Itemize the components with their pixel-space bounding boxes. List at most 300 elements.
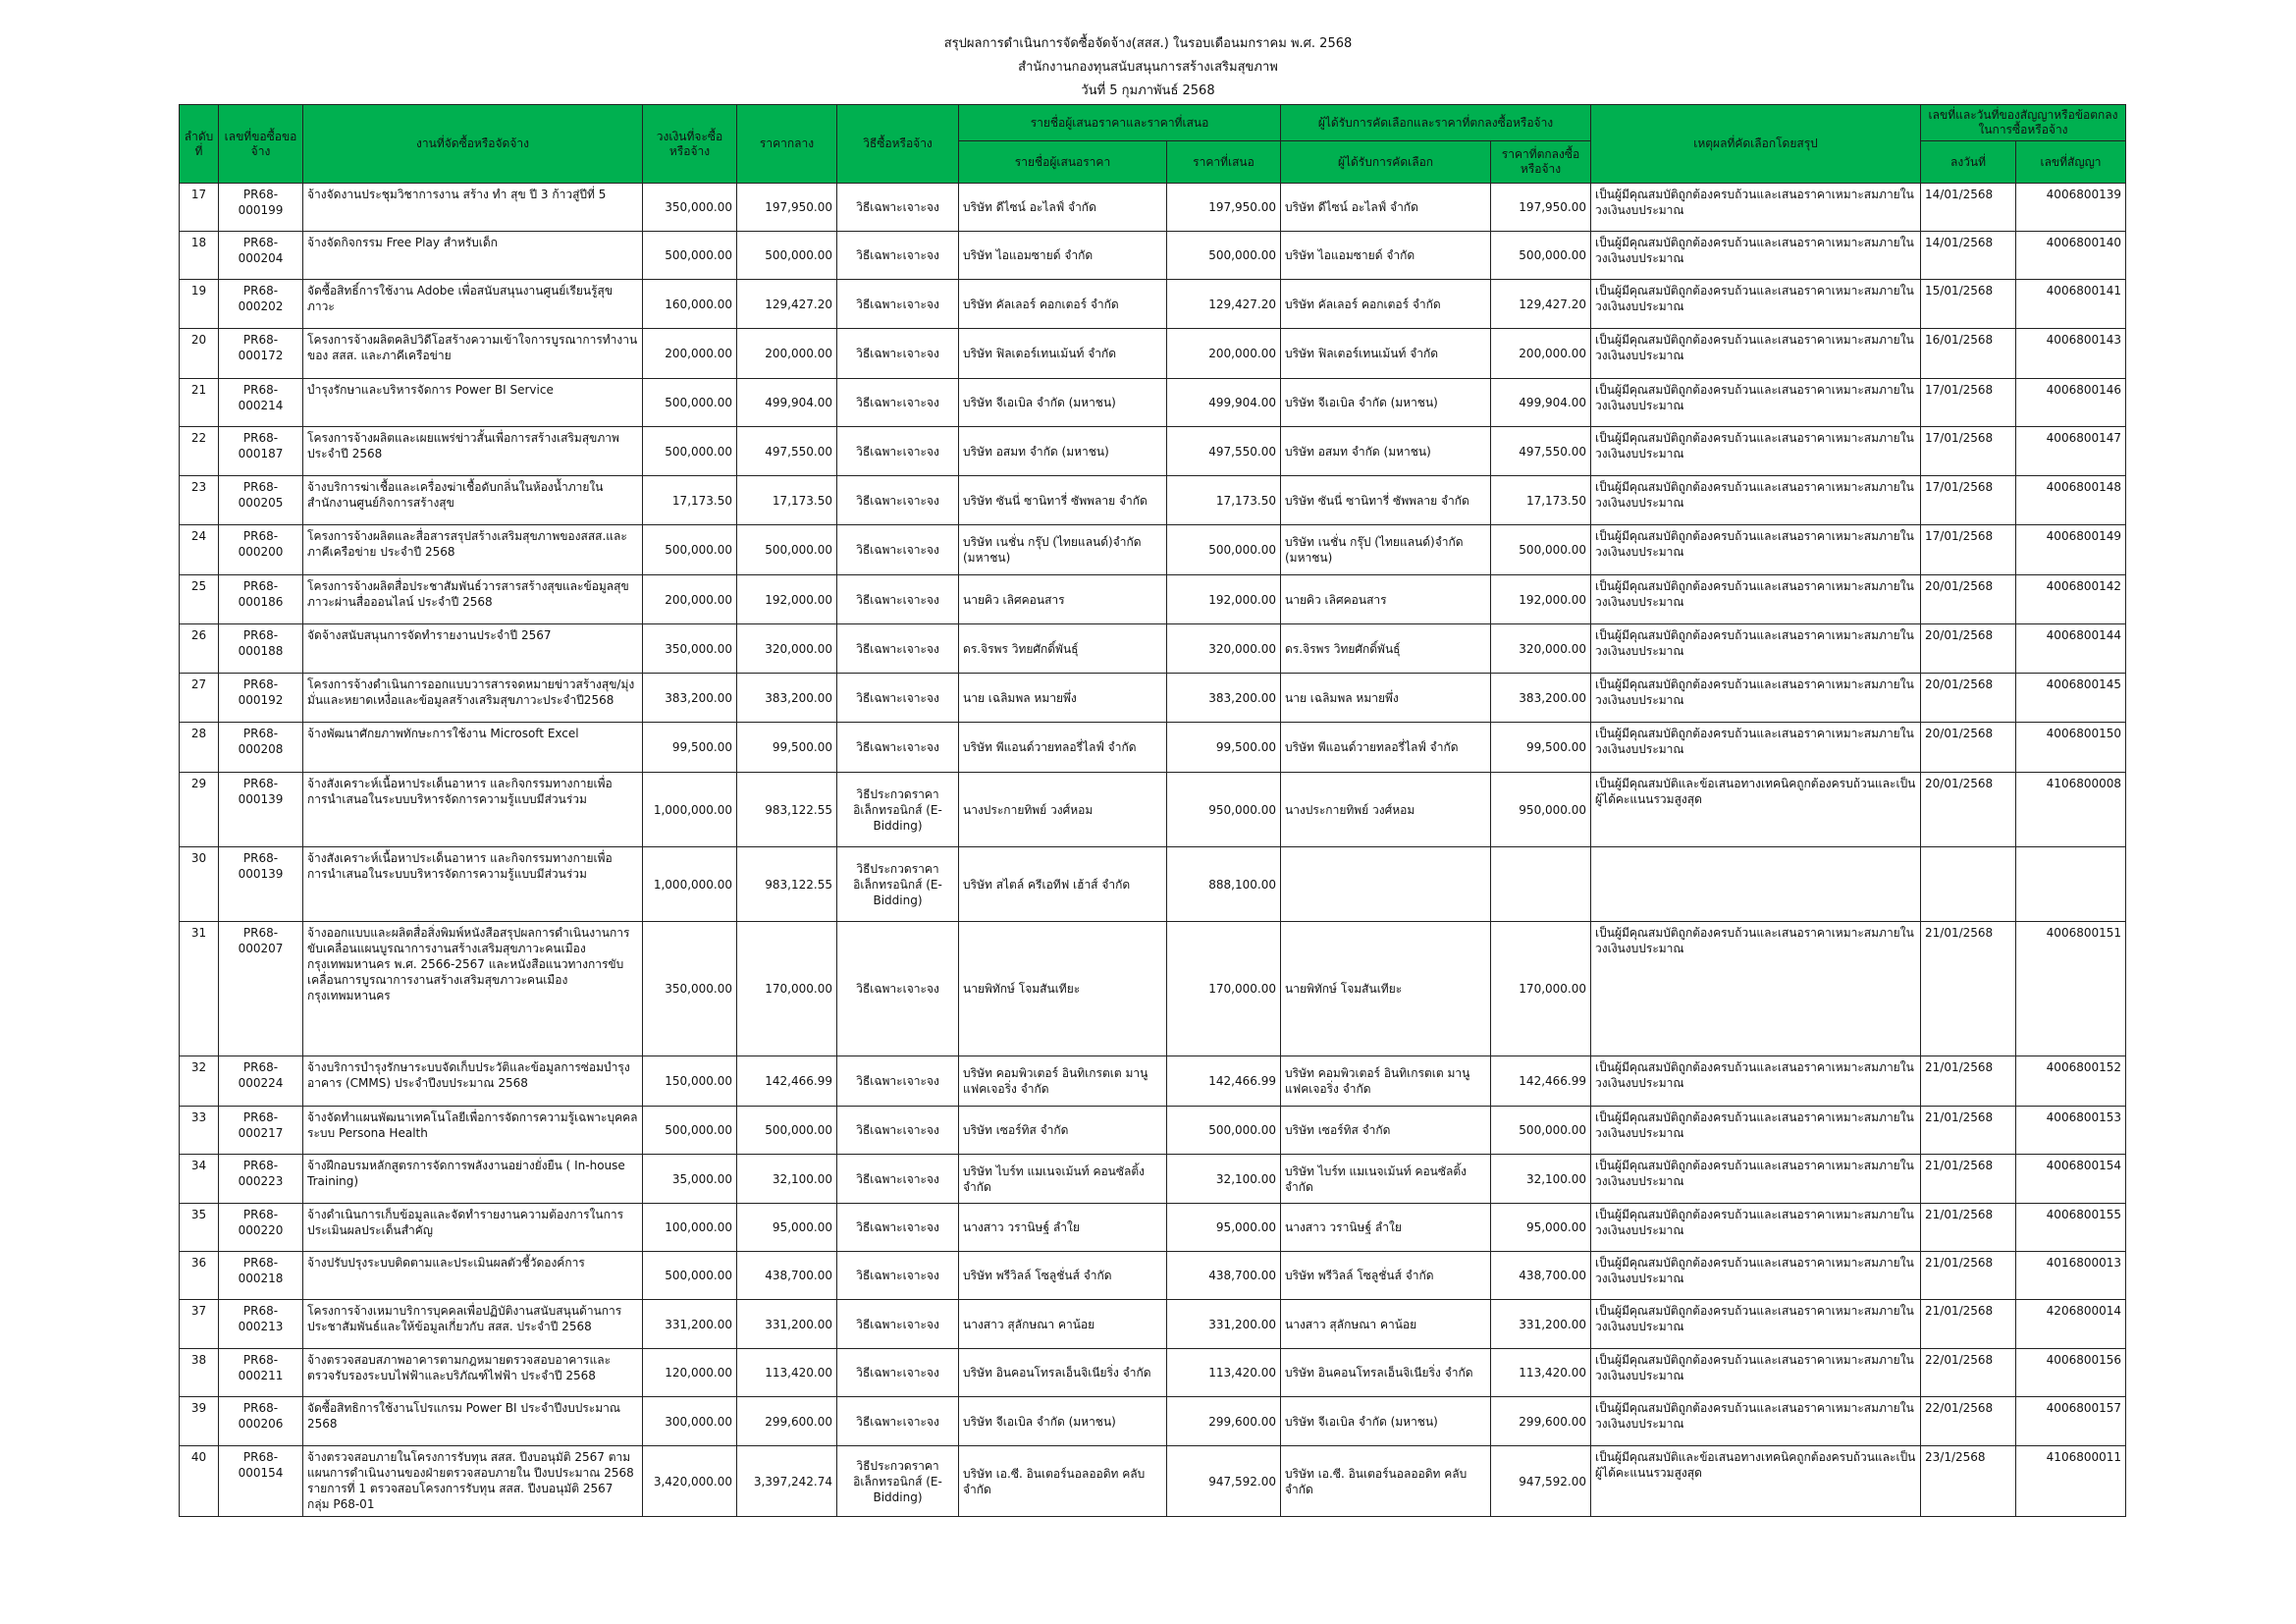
row-agreed-price: 320,000.00 — [1491, 624, 1591, 674]
row-agreed-price: 438,700.00 — [1491, 1252, 1591, 1300]
row-project: จัดซื้อสิทธิการใช้งานโปรแกรม Power BI ประจำปีงบประมาณ 2568 — [303, 1397, 643, 1446]
table-row — [180, 1056, 2126, 1107]
row-reason: เป็นผู้มีคุณสมบัติถูกต้องครบถ้วนและเสนอราคาเหมาะสมภายในวงเงินงบประมาณ — [1591, 674, 1921, 723]
row-project: จ้างออกแบบและผลิตสื่อสิ่งพิมพ์หนังสือสรุปผลการดำเนินงานการขับเคลื่อนแผนบูรณาการงานสร้างเสริมสุขภาวะคนเมืองกรุงเทพมหานคร พ.ศ. 2566-2567 และหนังสือแนวทางการขับเคลื่อนการบูรณาการงานสร้างเสริมสุขภาวะคนเมืองกรุงเทพมหานคร — [303, 922, 643, 1056]
col-header-pr: เลขที่ขอซื้อขอจ้าง — [219, 105, 303, 184]
row-method: วิธีเฉพาะเจาะจง — [837, 1349, 959, 1397]
row-median-price: 17,173.50 — [737, 476, 837, 525]
row-pr-number: PR68-000202 — [219, 280, 303, 329]
row-contract-date: 14/01/2568 — [1921, 184, 2016, 232]
row-contract-date: 17/01/2568 — [1921, 379, 2016, 427]
row-contract-no: 4006800153 — [2016, 1107, 2126, 1155]
row-median-price: 299,600.00 — [737, 1397, 837, 1446]
row-method: วิธีเฉพาะเจาะจง — [837, 723, 959, 773]
row-bidder: บริษัท คัลเลอร์ คอกเตอร์ จำกัด — [959, 280, 1167, 329]
table-row — [180, 723, 2126, 773]
row-pr-number: PR68-000224 — [219, 1056, 303, 1107]
row-project: จ้างจัดกิจกรรม Free Play สำหรับเด็ก — [303, 232, 643, 280]
row-reason: เป็นผู้มีคุณสมบัติถูกต้องครบถ้วนและเสนอราคาเหมาะสมภายในวงเงินงบประมาณ — [1591, 1155, 1921, 1204]
row-winner: ดร.จิรพร วิทยศักดิ์พันธุ์ — [1281, 624, 1491, 674]
row-median-price: 3,397,242.74 — [737, 1446, 837, 1517]
row-no: 24 — [180, 525, 219, 575]
row-median-price: 197,950.00 — [737, 184, 837, 232]
row-bid-price: 499,904.00 — [1167, 379, 1281, 427]
row-contract-date: 20/01/2568 — [1921, 773, 2016, 847]
row-no: 38 — [180, 1349, 219, 1397]
row-method: วิธีเฉพาะเจาะจง — [837, 379, 959, 427]
row-median-price: 331,200.00 — [737, 1300, 837, 1349]
row-bidder: ดร.จิรพร วิทยศักดิ์พันธุ์ — [959, 624, 1167, 674]
row-method: วิธีเฉพาะเจาะจง — [837, 1107, 959, 1155]
row-contract-date — [1921, 847, 2016, 922]
row-bidder: บริษัท สไตล์ ครีเอทีฟ เฮ้าส์ จำกัด — [959, 847, 1167, 922]
row-winner: บริษัท ไบร์ท แมเนจเม้นท์ คอนซัลติ้ง จำกัด — [1281, 1155, 1491, 1204]
row-no: 26 — [180, 624, 219, 674]
row-reason: เป็นผู้มีคุณสมบัติถูกต้องครบถ้วนและเสนอราคาเหมาะสมภายในวงเงินงบประมาณ — [1591, 280, 1921, 329]
row-median-price: 983,122.55 — [737, 847, 837, 922]
row-reason: เป็นผู้มีคุณสมบัติถูกต้องครบถ้วนและเสนอราคาเหมาะสมภายในวงเงินงบประมาณ — [1591, 1252, 1921, 1300]
row-method: วิธีเฉพาะเจาะจง — [837, 1397, 959, 1446]
row-reason: เป็นผู้มีคุณสมบัติและข้อเสนอทางเทคนิคถูกต้องครบถ้วนและเป็นผู้ได้คะแนนรวมสูงสุด — [1591, 773, 1921, 847]
row-bidder: บริษัท เนชั่น กรุ๊ป (ไทยแลนด์)จำกัด (มหาชน) — [959, 525, 1167, 575]
row-pr-number: PR68-000206 — [219, 1397, 303, 1446]
col-header-method: วิธีซื้อหรือจ้าง — [837, 105, 959, 184]
row-bid-price: 500,000.00 — [1167, 525, 1281, 575]
row-bidder: บริษัท ซันนี่ ซานิทารี่ ซัพพลาย จำกัด — [959, 476, 1167, 525]
row-median-price: 438,700.00 — [737, 1252, 837, 1300]
row-contract-date: 22/01/2568 — [1921, 1349, 2016, 1397]
row-no: 18 — [180, 232, 219, 280]
row-agreed-price: 192,000.00 — [1491, 575, 1591, 624]
row-method: วิธีเฉพาะเจาะจง — [837, 232, 959, 280]
row-bid-price: 500,000.00 — [1167, 1107, 1281, 1155]
row-reason: เป็นผู้มีคุณสมบัติถูกต้องครบถ้วนและเสนอราคาเหมาะสมภายในวงเงินงบประมาณ — [1591, 1056, 1921, 1107]
row-budget: 100,000.00 — [643, 1204, 737, 1252]
row-budget: 300,000.00 — [643, 1397, 737, 1446]
row-contract-no: 4006800142 — [2016, 575, 2126, 624]
row-winner: บริษัท จีเอเบิล จำกัด (มหาชน) — [1281, 1397, 1491, 1446]
row-pr-number: PR68-000220 — [219, 1204, 303, 1252]
row-contract-no: 4006800143 — [2016, 329, 2126, 379]
row-no: 30 — [180, 847, 219, 922]
row-median-price: 142,466.99 — [737, 1056, 837, 1107]
row-project: จ้างฝึกอบรมหลักสูตรการจัดการพลังงานอย่างยั่งยืน ( In-house Training) — [303, 1155, 643, 1204]
row-project: โครงการจ้างผลิตสื่อประชาสัมพันธ์วารสารสร้างสุขและข้อมูลสุขภาวะผ่านสื่อออนไลน์ ประจำปี 2568 — [303, 575, 643, 624]
row-bid-price: 32,100.00 — [1167, 1155, 1281, 1204]
row-contract-no: 4006800145 — [2016, 674, 2126, 723]
row-reason: เป็นผู้มีคุณสมบัติถูกต้องครบถ้วนและเสนอราคาเหมาะสมภายในวงเงินงบประมาณ — [1591, 575, 1921, 624]
row-contract-no: 4006800149 — [2016, 525, 2126, 575]
col-header-contract-group: เลขที่และวันที่ของสัญญาหรือข้อตกลงในการซื้อหรือจ้าง — [1921, 105, 2126, 141]
row-winner: นางสาว วรานิษฐ์ ลำใย — [1281, 1204, 1491, 1252]
row-contract-no: 4006800151 — [2016, 922, 2126, 1056]
row-bidder: บริษัท ฟิลเตอร์เทนเม้นท์ จำกัด — [959, 329, 1167, 379]
table-row — [180, 1446, 2126, 1517]
row-contract-date: 14/01/2568 — [1921, 232, 2016, 280]
row-budget: 500,000.00 — [643, 525, 737, 575]
col-header-budget: วงเงินที่จะซื้อหรือจ้าง — [643, 105, 737, 184]
row-agreed-price: 17,173.50 — [1491, 476, 1591, 525]
row-contract-no: 4006800140 — [2016, 232, 2126, 280]
row-contract-no: 4006800146 — [2016, 379, 2126, 427]
row-bid-price: 331,200.00 — [1167, 1300, 1281, 1349]
row-agreed-price: 500,000.00 — [1491, 232, 1591, 280]
row-bidder: นาย เฉลิมพล หมายพึ่ง — [959, 674, 1167, 723]
row-contract-date: 21/01/2568 — [1921, 1056, 2016, 1107]
row-pr-number: PR68-000139 — [219, 773, 303, 847]
table-row — [180, 1252, 2126, 1300]
row-method: วิธีเฉพาะเจาะจง — [837, 280, 959, 329]
table-row — [180, 1397, 2126, 1446]
row-pr-number: PR68-000172 — [219, 329, 303, 379]
row-pr-number: PR68-000211 — [219, 1349, 303, 1397]
row-median-price: 113,420.00 — [737, 1349, 837, 1397]
col-header-bidder: รายชื่อผู้เสนอราคา — [959, 141, 1167, 184]
row-bidder: บริษัท คอมพิวเตอร์ อินทิเกรตเต มานูแฟคเจอริ่ง จำกัด — [959, 1056, 1167, 1107]
row-contract-date: 22/01/2568 — [1921, 1397, 2016, 1446]
row-contract-date: 21/01/2568 — [1921, 1300, 2016, 1349]
row-agreed-price: 500,000.00 — [1491, 525, 1591, 575]
row-budget: 120,000.00 — [643, 1349, 737, 1397]
row-contract-no: 4206800014 — [2016, 1300, 2126, 1349]
row-bidder: บริษัท เซอร์ทิส จำกัด — [959, 1107, 1167, 1155]
row-pr-number: PR68-000205 — [219, 476, 303, 525]
row-pr-number: PR68-000187 — [219, 427, 303, 476]
row-agreed-price: 113,420.00 — [1491, 1349, 1591, 1397]
row-bid-price: 197,950.00 — [1167, 184, 1281, 232]
row-reason: เป็นผู้มีคุณสมบัติถูกต้องครบถ้วนและเสนอราคาเหมาะสมภายในวงเงินงบประมาณ — [1591, 379, 1921, 427]
row-agreed-price: 197,950.00 — [1491, 184, 1591, 232]
row-budget: 350,000.00 — [643, 624, 737, 674]
table-row — [180, 575, 2126, 624]
row-median-price: 497,550.00 — [737, 427, 837, 476]
row-project: จ้างสังเคราะห์เนื้อหาประเด็นอาหาร และกิจกรรมทางกายเพื่อการนำเสนอในระบบบริหารจัดการความรู้แบบมีส่วนร่วม — [303, 773, 643, 847]
row-bid-price: 947,592.00 — [1167, 1446, 1281, 1517]
row-winner: บริษัท คอมพิวเตอร์ อินทิเกรตเต มานูแฟคเจอริ่ง จำกัด — [1281, 1056, 1491, 1107]
row-project: จ้างบริการฆ่าเชื้อและเครื่องฆ่าเชื้อดับกลิ่นในห้องน้ำภายในสำนักงานศูนย์กิจการสร้างสุข — [303, 476, 643, 525]
row-no: 27 — [180, 674, 219, 723]
table-body — [180, 184, 2126, 1517]
row-contract-no: 4006800139 — [2016, 184, 2126, 232]
row-project: โครงการจ้างผลิตและสื่อสารสรุปสร้างเสริมสุขภาพของสสส.และภาคีเครือข่าย ประจำปี 2568 — [303, 525, 643, 575]
row-agreed-price: 142,466.99 — [1491, 1056, 1591, 1107]
row-no: 20 — [180, 329, 219, 379]
row-no: 17 — [180, 184, 219, 232]
row-contract-date: 17/01/2568 — [1921, 427, 2016, 476]
row-agreed-price: 99,500.00 — [1491, 723, 1591, 773]
row-budget: 160,000.00 — [643, 280, 737, 329]
col-header-reason: เหตุผลที่คัดเลือกโดยสรุป — [1591, 105, 1921, 184]
row-bidder: บริษัท จีเอเบิล จำกัด (มหาชน) — [959, 1397, 1167, 1446]
row-budget: 1,000,000.00 — [643, 847, 737, 922]
row-budget: 500,000.00 — [643, 379, 737, 427]
row-pr-number: PR68-000214 — [219, 379, 303, 427]
row-pr-number: PR68-000139 — [219, 847, 303, 922]
table-row — [180, 427, 2126, 476]
row-project: จ้างจัดงานประชุมวิชาการงาน สร้าง ทำ สุข ปี 3 ก้าวสู่ปีที่ 5 — [303, 184, 643, 232]
row-project: โครงการจ้างเหมาบริการบุคคลเพื่อปฏิบัติงานสนับสนุนด้านการประชาสัมพันธ์และให้ข้อมูลเกี่ยวกับ สสส. ประจำปี 2568 — [303, 1300, 643, 1349]
row-median-price: 983,122.55 — [737, 773, 837, 847]
col-header-selected-group: ผู้ได้รับการคัดเลือกและราคาที่ตกลงซื้อหรือจ้าง — [1281, 105, 1591, 141]
row-method: วิธีประกวดราคาอิเล็กทรอนิกส์ (E-Bidding) — [837, 1446, 959, 1517]
row-winner: นายพิทักษ์ โจมสันเทียะ — [1281, 922, 1491, 1056]
row-method: วิธีประกวดราคาอิเล็กทรอนิกส์ (E-Bidding) — [837, 773, 959, 847]
row-agreed-price: 497,550.00 — [1491, 427, 1591, 476]
row-contract-no: 4006800157 — [2016, 1397, 2126, 1446]
row-no: 22 — [180, 427, 219, 476]
table-row — [180, 1204, 2126, 1252]
row-contract-date: 17/01/2568 — [1921, 525, 2016, 575]
row-contract-no: 4006800144 — [2016, 624, 2126, 674]
row-pr-number: PR68-000188 — [219, 624, 303, 674]
row-winner: บริษัท ฟิลเตอร์เทนเม้นท์ จำกัด — [1281, 329, 1491, 379]
row-bid-price: 497,550.00 — [1167, 427, 1281, 476]
row-pr-number: PR68-000208 — [219, 723, 303, 773]
row-budget: 35,000.00 — [643, 1155, 737, 1204]
row-reason: เป็นผู้มีคุณสมบัติถูกต้องครบถ้วนและเสนอราคาเหมาะสมภายในวงเงินงบประมาณ — [1591, 329, 1921, 379]
table-row — [180, 184, 2126, 232]
row-winner: บริษัท เซอร์ทิส จำกัด — [1281, 1107, 1491, 1155]
row-median-price: 320,000.00 — [737, 624, 837, 674]
row-bidder: บริษัท อินคอนโทรลเอ็นจิเนียริ่ง จำกัด — [959, 1349, 1167, 1397]
row-budget: 200,000.00 — [643, 329, 737, 379]
row-contract-date: 20/01/2568 — [1921, 674, 2016, 723]
row-pr-number: PR68-000207 — [219, 922, 303, 1056]
row-method: วิธีเฉพาะเจาะจง — [837, 427, 959, 476]
row-median-price: 129,427.20 — [737, 280, 837, 329]
row-no: 21 — [180, 379, 219, 427]
row-no: 34 — [180, 1155, 219, 1204]
row-bidder: บริษัท ไบร์ท แมเนจเม้นท์ คอนซัลติ้ง จำกัด — [959, 1155, 1167, 1204]
row-project: จ้างดำเนินการเก็บข้อมูลและจัดทำรายงานความต้องการในการประเมินผลประเด็นสำคัญ — [303, 1204, 643, 1252]
row-method: วิธีเฉพาะเจาะจง — [837, 329, 959, 379]
row-no: 29 — [180, 773, 219, 847]
row-no: 31 — [180, 922, 219, 1056]
row-project: จัดจ้างสนับสนุนการจัดทำรายงานประจำปี 2567 — [303, 624, 643, 674]
row-winner — [1281, 847, 1491, 922]
table-row — [180, 525, 2126, 575]
row-no: 32 — [180, 1056, 219, 1107]
row-reason: เป็นผู้มีคุณสมบัติถูกต้องครบถ้วนและเสนอราคาเหมาะสมภายในวงเงินงบประมาณ — [1591, 1397, 1921, 1446]
row-winner: บริษัท ซันนี่ ซานิทารี่ ซัพพลาย จำกัด — [1281, 476, 1491, 525]
row-budget: 500,000.00 — [643, 1252, 737, 1300]
row-contract-date: 17/01/2568 — [1921, 476, 2016, 525]
row-contract-no: 4006800156 — [2016, 1349, 2126, 1397]
row-project: จ้างจัดทำแผนพัฒนาเทคโนโลยีเพื่อการจัดการความรู้เฉพาะบุคคล ระบบ Persona Health — [303, 1107, 643, 1155]
table-row — [180, 280, 2126, 329]
table-row — [180, 476, 2126, 525]
row-bidder: บริษัท พรีวิลล์ โซลูชั่นส์ จำกัด — [959, 1252, 1167, 1300]
row-no: 37 — [180, 1300, 219, 1349]
row-reason: เป็นผู้มีคุณสมบัติถูกต้องครบถ้วนและเสนอราคาเหมาะสมภายในวงเงินงบประมาณ — [1591, 1107, 1921, 1155]
row-median-price: 200,000.00 — [737, 329, 837, 379]
row-bidder: บริษัท ไอแอมซายด์ จำกัด — [959, 232, 1167, 280]
row-method: วิธีเฉพาะเจาะจง — [837, 1155, 959, 1204]
row-contract-no: 4106800011 — [2016, 1446, 2126, 1517]
row-median-price: 383,200.00 — [737, 674, 837, 723]
table-row — [180, 329, 2126, 379]
row-reason: เป็นผู้มีคุณสมบัติถูกต้องครบถ้วนและเสนอราคาเหมาะสมภายในวงเงินงบประมาณ — [1591, 1300, 1921, 1349]
row-contract-date: 16/01/2568 — [1921, 329, 2016, 379]
row-pr-number: PR68-000223 — [219, 1155, 303, 1204]
row-bidder: บริษัท พีแอนด์วายทลอรี่ไลฟ์ จำกัด — [959, 723, 1167, 773]
row-contract-date: 21/01/2568 — [1921, 1204, 2016, 1252]
row-project: จ้างสังเคราะห์เนื้อหาประเด็นอาหาร และกิจกรรมทางกายเพื่อการนำเสนอในระบบบริหารจัดการความรู้แบบมีส่วนร่วม — [303, 847, 643, 922]
row-agreed-price: 299,600.00 — [1491, 1397, 1591, 1446]
row-winner: นางประกายทิพย์ วงศ์หอม — [1281, 773, 1491, 847]
row-bid-price: 299,600.00 — [1167, 1397, 1281, 1446]
col-header-agreed-price: ราคาที่ตกลงซื้อหรือจ้าง — [1491, 141, 1591, 184]
table-row — [180, 674, 2126, 723]
row-pr-number: PR68-000192 — [219, 674, 303, 723]
row-reason: เป็นผู้มีคุณสมบัติถูกต้องครบถ้วนและเสนอราคาเหมาะสมภายในวงเงินงบประมาณ — [1591, 232, 1921, 280]
agency-name: สำนักงานกองทุนสนับสนุนการสร้างเสริมสุขภาพ — [1018, 60, 1278, 75]
row-project: จ้างตรวจสอบภายในโครงการรับทุน สสส. ปีงบอนุมัติ 2567 ตามแผนการดำเนินงานของฝ่ายตรวจสอบภายใน ปีงบประมาณ 2568 รายการที่ 1 ตรวจสอบโครงการรับทุน สสส. ปีงบอนุมัติ 2567 กลุ่ม P68-01 — [303, 1446, 643, 1517]
row-project: บำรุงรักษาและบริหารจัดการ Power BI Service — [303, 379, 643, 427]
col-header-contract-date: ลงวันที่ — [1921, 141, 2016, 184]
row-contract-no: 4106800008 — [2016, 773, 2126, 847]
row-reason: เป็นผู้มีคุณสมบัติถูกต้องครบถ้วนและเสนอราคาเหมาะสมภายในวงเงินงบประมาณ — [1591, 624, 1921, 674]
row-reason: เป็นผู้มีคุณสมบัติถูกต้องครบถ้วนและเสนอราคาเหมาะสมภายในวงเงินงบประมาณ — [1591, 427, 1921, 476]
col-header-no: ลำดับที่ — [180, 105, 219, 184]
row-bid-price: 192,000.00 — [1167, 575, 1281, 624]
row-winner: บริษัท คัลเลอร์ คอกเตอร์ จำกัด — [1281, 280, 1491, 329]
row-contract-date: 21/01/2568 — [1921, 1107, 2016, 1155]
row-method: วิธีเฉพาะเจาะจง — [837, 922, 959, 1056]
row-winner: บริษัท จีเอเบิล จำกัด (มหาชน) — [1281, 379, 1491, 427]
row-agreed-price: 499,904.00 — [1491, 379, 1591, 427]
row-bidder: บริษัท ดีไซน์ อะไลฟ์ จำกัด — [959, 184, 1167, 232]
row-median-price: 500,000.00 — [737, 525, 837, 575]
row-bid-price: 320,000.00 — [1167, 624, 1281, 674]
row-budget: 150,000.00 — [643, 1056, 737, 1107]
col-header-project: งานที่จัดซื้อหรือจัดจ้าง — [303, 105, 643, 184]
row-agreed-price: 500,000.00 — [1491, 1107, 1591, 1155]
row-bidder: นายพิทักษ์ โจมสันเทียะ — [959, 922, 1167, 1056]
row-bidder: บริษัท จีเอเบิล จำกัด (มหาชน) — [959, 379, 1167, 427]
row-bidder: นายคิว เลิศคอนสาร — [959, 575, 1167, 624]
row-project: จ้างพัฒนาศักยภาพทักษะการใช้งาน Microsoft Excel — [303, 723, 643, 773]
row-agreed-price: 170,000.00 — [1491, 922, 1591, 1056]
row-no: 39 — [180, 1397, 219, 1446]
row-budget: 500,000.00 — [643, 427, 737, 476]
row-winner: บริษัท อสมท จำกัด (มหาชน) — [1281, 427, 1491, 476]
table-row — [180, 232, 2126, 280]
row-reason: เป็นผู้มีคุณสมบัติถูกต้องครบถ้วนและเสนอราคาเหมาะสมภายในวงเงินงบประมาณ — [1591, 525, 1921, 575]
row-project: จ้างปรับปรุงระบบติดตามและประเมินผลตัวชี้วัดองค์การ — [303, 1252, 643, 1300]
row-median-price: 99,500.00 — [737, 723, 837, 773]
row-winner: บริษัท ดีไซน์ อะไลฟ์ จำกัด — [1281, 184, 1491, 232]
table-row — [180, 773, 2126, 847]
row-contract-date: 15/01/2568 — [1921, 280, 2016, 329]
row-contract-date: 21/01/2568 — [1921, 922, 2016, 1056]
row-method: วิธีเฉพาะเจาะจง — [837, 184, 959, 232]
row-bid-price: 500,000.00 — [1167, 232, 1281, 280]
row-median-price: 170,000.00 — [737, 922, 837, 1056]
row-budget: 200,000.00 — [643, 575, 737, 624]
row-bidder: นางสาว สุลักษณา คาน้อย — [959, 1300, 1167, 1349]
row-pr-number: PR68-000217 — [219, 1107, 303, 1155]
row-project: โครงการจ้างดำเนินการออกแบบวารสารจดหมายข่าวสร้างสุข/มุ่งมั่นและหยาดเหงื่อและข้อมูลสร้างเสริมสุขภาวะประจำปี2568 — [303, 674, 643, 723]
table-row — [180, 1107, 2126, 1155]
table-row — [180, 624, 2126, 674]
row-winner: บริษัท ไอแอมซายด์ จำกัด — [1281, 232, 1491, 280]
row-method: วิธีเฉพาะเจาะจง — [837, 575, 959, 624]
row-median-price: 500,000.00 — [737, 1107, 837, 1155]
row-median-price: 500,000.00 — [737, 232, 837, 280]
row-agreed-price: 331,200.00 — [1491, 1300, 1591, 1349]
row-method: วิธีเฉพาะเจาะจง — [837, 476, 959, 525]
row-agreed-price: 32,100.00 — [1491, 1155, 1591, 1204]
row-agreed-price: 950,000.00 — [1491, 773, 1591, 847]
row-median-price: 95,000.00 — [737, 1204, 837, 1252]
row-winner: นาย เฉลิมพล หมายพึ่ง — [1281, 674, 1491, 723]
row-contract-date: 21/01/2568 — [1921, 1252, 2016, 1300]
row-no: 19 — [180, 280, 219, 329]
row-contract-no: 4006800154 — [2016, 1155, 2126, 1204]
row-reason: เป็นผู้มีคุณสมบัติถูกต้องครบถ้วนและเสนอราคาเหมาะสมภายในวงเงินงบประมาณ — [1591, 1204, 1921, 1252]
table-row — [180, 379, 2126, 427]
row-method: วิธีเฉพาะเจาะจง — [837, 1056, 959, 1107]
row-bid-price: 129,427.20 — [1167, 280, 1281, 329]
row-no: 36 — [180, 1252, 219, 1300]
row-contract-no: 4006800147 — [2016, 427, 2126, 476]
row-agreed-price: 95,000.00 — [1491, 1204, 1591, 1252]
row-pr-number: PR68-000199 — [219, 184, 303, 232]
row-winner: บริษัท อินคอนโทรลเอ็นจิเนียริ่ง จำกัด — [1281, 1349, 1491, 1397]
row-no: 40 — [180, 1446, 219, 1517]
row-contract-no: 4016800013 — [2016, 1252, 2126, 1300]
row-method: วิธีเฉพาะเจาะจง — [837, 1252, 959, 1300]
row-winner: บริษัท พรีวิลล์ โซลูชั่นส์ จำกัด — [1281, 1252, 1491, 1300]
row-bidder: นางสาว วรานิษฐ์ ลำใย — [959, 1204, 1167, 1252]
table-row — [180, 922, 2126, 1056]
row-no: 35 — [180, 1204, 219, 1252]
row-agreed-price: 129,427.20 — [1491, 280, 1591, 329]
row-agreed-price — [1491, 847, 1591, 922]
row-winner: นางสาว สุลักษณา คาน้อย — [1281, 1300, 1491, 1349]
row-bid-price: 142,466.99 — [1167, 1056, 1281, 1107]
row-bid-price: 438,700.00 — [1167, 1252, 1281, 1300]
row-median-price: 192,000.00 — [737, 575, 837, 624]
row-no: 25 — [180, 575, 219, 624]
row-bid-price: 113,420.00 — [1167, 1349, 1281, 1397]
col-header-bidders-group: รายชื่อผู้เสนอราคาและราคาที่เสนอ — [959, 105, 1281, 141]
row-reason: เป็นผู้มีคุณสมบัติถูกต้องครบถ้วนและเสนอราคาเหมาะสมภายในวงเงินงบประมาณ — [1591, 1349, 1921, 1397]
row-pr-number: PR68-000204 — [219, 232, 303, 280]
col-header-winner: ผู้ได้รับการคัดเลือก — [1281, 141, 1491, 184]
row-bid-price: 888,100.00 — [1167, 847, 1281, 922]
row-budget: 500,000.00 — [643, 1107, 737, 1155]
row-contract-date: 20/01/2568 — [1921, 723, 2016, 773]
table-row — [180, 1155, 2126, 1204]
row-contract-date: 23/1/2568 — [1921, 1446, 2016, 1517]
row-project: จ้างบริการบำรุงรักษาระบบจัดเก็บประวัติและข้อมูลการซ่อมบำรุงอาคาร (CMMS) ประจำปีงบประมาณ 2568 — [303, 1056, 643, 1107]
row-agreed-price: 200,000.00 — [1491, 329, 1591, 379]
row-bid-price: 99,500.00 — [1167, 723, 1281, 773]
row-pr-number: PR68-000154 — [219, 1446, 303, 1517]
row-contract-no: 4006800155 — [2016, 1204, 2126, 1252]
row-pr-number: PR68-000200 — [219, 525, 303, 575]
row-budget: 1,000,000.00 — [643, 773, 737, 847]
col-header-bid-price: ราคาที่เสนอ — [1167, 141, 1281, 184]
row-budget: 350,000.00 — [643, 922, 737, 1056]
row-bid-price: 950,000.00 — [1167, 773, 1281, 847]
row-method: วิธีเฉพาะเจาะจง — [837, 674, 959, 723]
row-contract-date: 20/01/2568 — [1921, 575, 2016, 624]
row-pr-number: PR68-000213 — [219, 1300, 303, 1349]
row-bidder: นางประกายทิพย์ วงศ์หอม — [959, 773, 1167, 847]
